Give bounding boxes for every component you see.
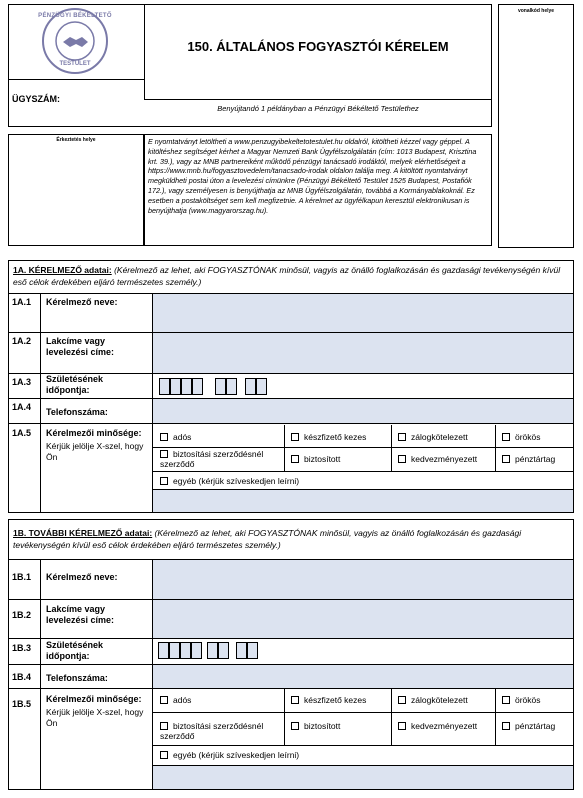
option-orokos[interactable]: örökös [498,432,541,442]
option-ados[interactable]: adós [156,695,191,705]
birth-year-digit[interactable] [191,642,202,659]
checkbox-zalog[interactable] [398,433,406,441]
birth-day-digit[interactable] [245,378,256,395]
option-keszfizeto[interactable]: készfizető kezes [287,695,366,705]
birth-day-digit[interactable] [247,642,258,659]
row-number: 1A.4 [12,402,32,412]
option-penztartag[interactable]: pénztártag [498,454,555,464]
row-label: Kérelmező neve: [46,572,118,582]
section-b-desc: (Kérelmező az lehet, aki FOGYASZTÓNAK minősül, vagyis az önálló foglalkozásán és gazdasági tevékenységén kívül eső célok érdekében eljáró természetes személy.) [13,528,522,550]
row-number: 1B.5 [12,699,32,709]
checkbox-kedvezmenyezett[interactable] [398,455,406,463]
option-egyeb[interactable]: egyéb (kérjük szíveskedjen leírni) [156,476,299,486]
info-text: E nyomtatványt letöltheti a www.penzugyibekeltetotestulet.hu oldalról, kitöltheti kézzel vagy géppel. A kitöltéshez segítséget kérhet a Magyar Nemzeti Bank Ügyfélszolgálatán (cím: 1013 Budapest, Krisztina krt. 39.), vagy az MNB partnereiként működő pénzügyi tanácsadó irodáktól, melyek elérhetőségeit a https://www.mnb.hu/fogyasztovedelem/tanacsado-irodak oldalon találja meg. A kitöltött nyomtatványt megküldheti postai úton a levelezési címünkre (Pénzügyi Békéltető Testület 1525 Budapest, Postafiók 172.), vagy személyesen is benyújthatja az MNB Ügyfélszolgálatán, továbbá a Kormányablakoknál. Ez esetben a postaköltséget sem kell megfizetnie. A kérelmet az ügyfélkapun keresztül elektronikusan is benyújthatja (www.magyarorszag.hu). [148,137,477,215]
option-ados[interactable]: adós [156,432,191,442]
applicant-name-field[interactable] [153,294,573,332]
applicant-other-field[interactable] [153,489,573,512]
birth-month-digit[interactable] [215,378,226,395]
row-label: Kérelmező neve: [46,297,118,307]
additional-applicant-phone-field[interactable] [153,665,573,688]
birth-year-digit[interactable] [158,642,169,659]
row-label: Születésének időpontja: [46,374,104,395]
option-egyeb[interactable]: egyéb (kérjük szíveskedjen leírni) [156,750,299,760]
checkbox-zalog[interactable] [398,696,406,704]
row-hint: Kérjük jelölje X-szel, hogy Ön [46,707,144,728]
section-a-desc: (Kérelmező az lehet, aki FOGYASZTÓNAK minősül, vagyis az önálló foglalkozásán és gazdasági tevékenységén kívül eső célok érdekében eljáró természetes személy.) [13,265,561,287]
section-a-header [13,264,569,288]
section-a-title: 1A. KÉRELMEZŐ adatai: [13,265,112,275]
checkbox-kedvezmenyezett[interactable] [398,722,406,730]
birth-year-digit[interactable] [159,378,170,395]
birth-year-digit[interactable] [170,378,181,395]
checkbox-egyeb[interactable] [160,477,168,485]
barcode-label: vonalkód helye [517,8,555,14]
checkbox-egyeb[interactable] [160,751,168,759]
applicant-address-field[interactable] [153,333,573,373]
checkbox-penztartag[interactable] [502,455,510,463]
option-orokos[interactable]: örökös [498,695,541,705]
checkbox-ados[interactable] [160,433,168,441]
row-number: 1A.5 [12,428,32,438]
checkbox-orokos[interactable] [502,433,510,441]
checkbox-keszfizeto[interactable] [291,696,299,704]
arrival-box [8,134,144,246]
checkbox-keszfizeto[interactable] [291,433,299,441]
checkbox-penztartag[interactable] [502,722,510,730]
option-biztositasi[interactable]: biztosítási szerződésnél szerződő [160,449,264,469]
additional-applicant-name-field[interactable] [153,560,573,599]
form-title: 150. ÁLTALÁNOS FOGYASZTÓI KÉRELEM [187,39,449,54]
option-keszfizeto[interactable]: készfizető kezes [287,432,366,442]
row-label: Kérelmezői minősége: [46,694,142,704]
row-label: Születésének időpontja: [46,640,104,661]
row-label: Lakcíme vagy levelezési címe: [46,336,115,357]
birth-year-digit[interactable] [169,642,180,659]
option-biztositasi[interactable]: biztosítási szerződésnél szerződő [160,721,264,741]
row-number: 1B.4 [12,672,32,682]
checkbox-biztositott[interactable] [291,722,299,730]
birth-month-digit[interactable] [226,378,237,395]
option-kedvezmenyezett[interactable]: kedvezményezett [394,721,477,731]
applicant-phone-field[interactable] [153,399,573,423]
row-number: 1A.2 [12,336,32,346]
birth-year-digit[interactable] [181,378,192,395]
row-label: Telefonszáma: [46,673,108,683]
row-label: Lakcíme vagy levelezési címe: [46,604,115,625]
checkbox-ados[interactable] [160,696,168,704]
additional-applicant-address-field[interactable] [153,600,573,638]
arrival-label: Érkeztetés helye [56,137,96,143]
birth-month-digit[interactable] [207,642,218,659]
row-number: 1B.1 [12,572,32,582]
checkbox-biztositasi[interactable] [160,722,168,730]
logo-text-bottom: TESTÜLET [59,61,91,67]
case-number-label: ÜGYSZÁM: [12,94,60,104]
row-label: Kérelmezői minősége: [46,428,142,438]
option-biztositott[interactable]: biztosított [287,454,340,464]
row-label: Telefonszáma: [46,407,108,417]
row-hint: Kérjük jelölje X-szel, hogy Ön [46,441,144,462]
section-b-header [13,527,569,551]
section-b-title: 1B. TOVÁBBI KÉRELMEZŐ adatai: [13,528,153,538]
logo-text-top: PÉNZÜGYI BÉKÉLTETŐ [38,13,112,19]
birth-year-digit[interactable] [180,642,191,659]
birth-year-digit[interactable] [192,378,203,395]
submit-note: Benyújtandó 1 példányban a Pénzügyi Békéltető Testülethez [217,104,419,113]
additional-applicant-other-field[interactable] [153,765,573,789]
option-biztositott[interactable]: biztosított [287,721,340,731]
option-kedvezmenyezett[interactable]: kedvezményezett [394,454,477,464]
row-number: 1A.3 [12,377,32,387]
option-zalog[interactable]: zálogkötelezett [394,695,468,705]
birth-day-digit[interactable] [256,378,267,395]
row-number: 1A.1 [12,297,32,307]
birth-month-digit[interactable] [218,642,229,659]
checkbox-biztositott[interactable] [291,455,299,463]
option-penztartag[interactable]: pénztártag [498,721,555,731]
birth-day-digit[interactable] [236,642,247,659]
option-zalog[interactable]: zálogkötelezett [394,432,468,442]
checkbox-biztositasi[interactable] [160,450,168,458]
row-number: 1B.2 [12,610,32,620]
checkbox-orokos[interactable] [502,696,510,704]
barcode-box [498,4,574,248]
row-number: 1B.3 [12,643,32,653]
